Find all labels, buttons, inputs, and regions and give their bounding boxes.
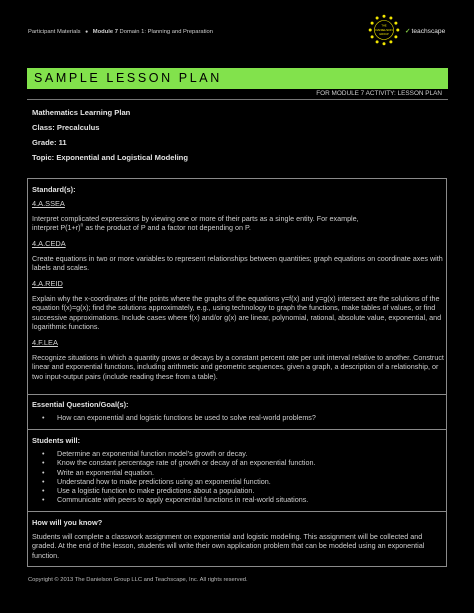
plan-title: Mathematics Learning Plan	[32, 108, 131, 117]
teachscape-logo	[405, 27, 445, 35]
divider	[27, 429, 447, 430]
essential-question-list	[42, 413, 442, 422]
breadcrumb-prefix: Participant Materials	[28, 29, 81, 35]
list-item: • Determine an exponential function model’s growth or decay.	[42, 449, 442, 458]
students-will-heading: Students will:	[32, 436, 81, 445]
copyright-footer: Copyright © 2013 The Danielson Group LLC and Teachscape, Inc. All rights reserved.	[28, 577, 248, 583]
divider	[27, 99, 448, 100]
standard-description	[32, 214, 446, 233]
grade-label: Grade: 11	[32, 138, 67, 147]
divider	[27, 394, 447, 395]
standards-heading: Standard(s):	[32, 185, 76, 194]
seal-text-danielson: DANIELSON	[375, 27, 393, 32]
topic-label: Topic: Exponential and Logistical Modeling	[32, 153, 188, 162]
assessment-heading: How will you know?	[32, 518, 103, 527]
seal-text-group: GROUP	[379, 32, 389, 36]
standard-code: 4.F.LEA	[32, 338, 58, 347]
breadcrumb	[28, 29, 213, 35]
brand-name: teachscape	[411, 28, 446, 35]
danielson-group-seal-logo	[368, 14, 400, 46]
breadcrumb-domain: Domain 1: Planning and Preparation	[119, 29, 214, 35]
standard-code: 4.A.CEDA	[32, 239, 66, 248]
standard-description: Explain why the x-coordinates of the points where the graphs of the equations y=f(x) and y=g(x) intersect are the solutions of the equation f(x)=g(x); find the solutions approximately, e.g., using technology to graph the functions, make tables of values, or find successive approximations. Include cases where f(x) and/or g(x) are linear, polynomial, rational, absolute value, exponential, and logarithmic functions.	[32, 294, 442, 331]
list-item: • Write an exponential equation.	[42, 468, 442, 477]
seal-text-the: THE	[381, 24, 387, 28]
divider	[27, 511, 447, 512]
essential-question-heading: Essential Question/Goal(s):	[32, 400, 129, 409]
list-item: • Use a logistic function to make predictions about a population.	[42, 486, 442, 495]
standard-code: 4.A.REID	[32, 279, 63, 288]
standard-description: Recognize situations in which a quantity grows or decays by a constant percent rate per unit interval relative to another. Construct linear and exponential functions, including arithmetic and geometric sequences, given a graph, a description of a relationship, or two input-output pairs (include reading these from a table).	[32, 353, 444, 381]
list-item: • Know the constant percentage rate of growth or decay of an exponential function.	[42, 458, 442, 467]
list-item: • How can exponential and logistic functions be used to solve real-world problems?	[42, 413, 442, 422]
students-will-list	[42, 449, 442, 505]
assessment-description: Students will complete a classwork assignment on exponential and logistic modeling. This assignment will be collected and graded. At the end of the lesson, students will write their own application problem that can be modeled using an exponential function.	[32, 532, 425, 560]
standard-text-line: Interpret complicated expressions by viewing one or more of their parts as a single entity. For example,	[32, 214, 359, 223]
page-header	[0, 0, 474, 62]
list-item: • Understand how to make predictions using an exponential function.	[42, 477, 442, 486]
standard-text-line: interpret $P(1+r)^n$ as the product of P and a factor not depending on P.	[32, 222, 251, 233]
breadcrumb-module: Module 7	[92, 29, 118, 35]
standard-description: Create equations in two or more variables to represent relationships between quantities; graph equations on coordinate axes with labels and scales.	[32, 254, 443, 273]
checkmark-icon: ✓	[405, 28, 411, 35]
standard-code: 4.A.SSEA	[32, 199, 65, 208]
breadcrumb-separator: ●	[85, 29, 89, 35]
list-item: • Communicate with peers to apply exponential functions in real-world situations.	[42, 495, 442, 504]
module-activity-label: FOR MODULE 7 ACTIVITY: LESSON PLAN	[316, 90, 442, 97]
page-title: SAMPLE LESSON PLAN	[34, 71, 222, 85]
class-label: Class: Precalculus	[32, 123, 100, 132]
